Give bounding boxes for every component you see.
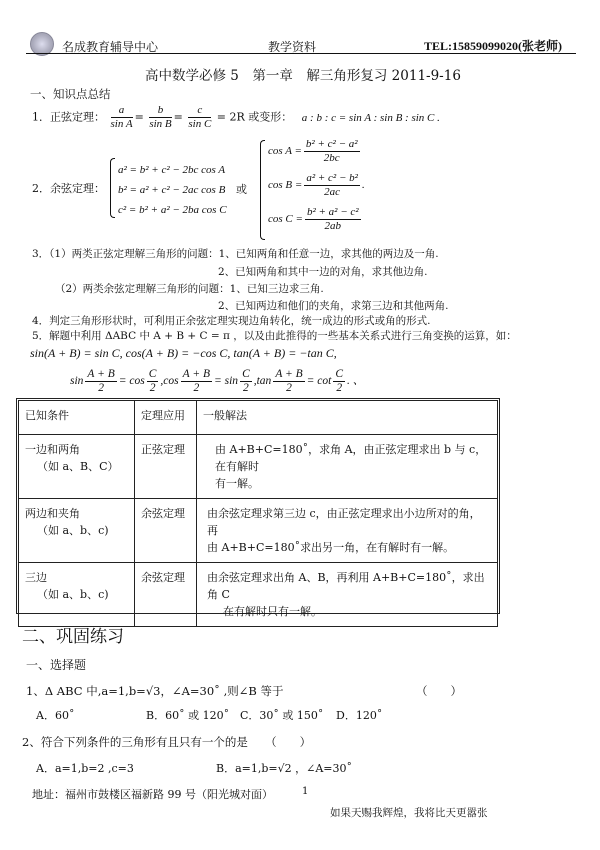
sine-law-line: 1．正弦定理： $\frac{a}{\text{sin A}}$ = $\frac{b}{\text{sin B}}$ = $\frac{c}{\text{sin C}}$ = 2R 或变形： a : b : c = sin A : sin B : sin C . <box>32 104 440 130</box>
formula-line1: sin(A + B) = sin C, cos(A + B) = −cos C, tan(A + B) = −tan C, <box>30 346 337 360</box>
question-2: 2、符合下列条件的三角形有且只有一个的是 （ ） <box>22 735 312 749</box>
sine-law-label: 1．正弦定理： <box>32 110 105 124</box>
cosine-eq-a: a² = b² + c² − 2bc cos A <box>118 164 226 176</box>
cos-b-line: cos B = $\frac{\text{a² + c² − b²}}{2ac}$ . <box>268 172 365 198</box>
cosine-law-left <box>118 160 227 220</box>
table-header-row <box>19 401 498 435</box>
item4: 4．判定三角形形状时，可利用正余弦定理实现边角转化，统一成边的形式或角的形式. <box>32 315 431 327</box>
cosine-or: 或 <box>236 183 247 196</box>
item3-line2: 2、已知两角和其中一边的对角，求其他边角. <box>218 266 428 278</box>
q1-option-a: A．60˚ <box>36 709 75 722</box>
table-cell-method: 由 A+B+C=180˚，求角 A，由正弦定理求出 b 与 c，在有解时 有一解。 <box>197 435 498 499</box>
q1-option-d: D．120˚ <box>336 709 383 722</box>
section1-heading: 一、知识点总结 <box>30 87 111 101</box>
table-row <box>19 435 498 499</box>
item5: 5．解题中利用 ΔABC 中 A + B + C = π ，以及由此推得的一些基本关系式进行三角变换的运算，如： <box>32 330 517 342</box>
table-cell-method: 由余弦定理求出角 A、B，再利用 A+B+C=180˚，求出角 C 在有解时只有一解。 <box>197 563 498 627</box>
sine-frac-c: $\frac{c}{\text{sin C}}$ <box>188 104 212 130</box>
cosine-law-right <box>268 138 365 240</box>
sine-law-tail: = 2R 或变形： <box>216 110 293 124</box>
table-row <box>19 563 498 627</box>
cos-c-line: cos C = $\frac{\text{b² + a² − c²}}{2ab}$ <box>268 206 359 232</box>
item3-line4: 2、已知两边和他们的夹角，求第三边和其他两角. <box>218 300 449 312</box>
table-header-cell: 定理应用 <box>135 401 197 435</box>
table-row <box>19 499 498 563</box>
table-cell-theorem: 正弦定理 <box>135 435 197 499</box>
table-cell-theorem: 余弦定理 <box>135 563 197 627</box>
table-cell-condition: 一边和两角 （如 a、B、C） <box>19 435 135 499</box>
question-1-paren: （ ） <box>416 684 462 698</box>
choice-heading: 一、选择题 <box>26 658 87 672</box>
footer-page-number: 1 <box>302 786 309 797</box>
cosine-eq-c: c² = b² + a² − 2ba cos C <box>118 204 227 216</box>
table-cell-method: 由余弦定理求第三边 c，由正弦定理求出小边所对的角，再 由 A+B+C=180˚求出另一角，在有解时有一解。 <box>197 499 498 563</box>
formula-line2: sin $\frac{A + B}{2}$ = cos $\frac{C}{2}$ ,cos $\frac{A + B}{2}$ = sin $\frac{C}{2}$ ,tan $\frac{A + B}{2}$ = cot $\frac{C}{2}$ . 、 <box>70 368 365 394</box>
right-brace <box>260 140 265 240</box>
cos-a-line: cos A = $\frac{\text{b² + c² − a²}}{2bc}$ <box>268 138 358 164</box>
page-title: 高中数学必修 5 第一章 解三角形复习 2011-9-16 <box>145 68 461 84</box>
table-header-cell: 已知条件 <box>19 401 135 435</box>
header-org: 名成教育辅导中心 <box>62 40 159 54</box>
cosine-eq-b: b² = a² + c² − 2ac cos B <box>118 184 226 196</box>
cosine-law-label: 2．余弦定理： <box>32 182 105 195</box>
question-1: 1、Δ ABC 中,a=1,b=√3，∠A=30˚ ,则∠B 等于 <box>26 684 284 698</box>
q1-option-b: B．60˚ 或 120˚ <box>146 709 230 722</box>
footer-address: 地址：福州市鼓楼区福新路 99 号（阳光城对面） <box>32 788 273 801</box>
footer-motto: 如果天赐我辉煌，我将比天更嚣张 <box>330 807 488 819</box>
item3-line1: 3．（1）两类正弦定理解三角形的问题：1、已知两角和任意一边，求其他的两边及一角. <box>32 248 439 260</box>
q2-option-a: A．a=1,b=2 ,c=3 <box>36 762 134 775</box>
sine-law-ratio: a : b : c = sin A : sin B : sin C . <box>301 111 440 124</box>
table-header-cell: 一般解法 <box>197 401 498 435</box>
sine-frac-b: $\frac{b}{\text{sin B}}$ <box>149 104 172 130</box>
table-cell-theorem: 余弦定理 <box>135 499 197 563</box>
table-cell-condition: 三边 （如 a、b、c) <box>19 563 135 627</box>
header-divider <box>26 53 576 54</box>
header-tel: TEL:15859099020(张老师) <box>424 39 563 53</box>
q2-option-b: B．a=1,b=√2 ，∠A=30˚ <box>216 762 352 775</box>
sine-frac-a: $\frac{a}{\text{sin A}}$ <box>110 104 133 130</box>
section2-heading: 二、巩固练习 <box>22 627 124 647</box>
left-brace <box>110 158 115 218</box>
item3-line3: （2）两类余弦定理解三角形的问题：1、已知三边求三角. <box>55 283 324 295</box>
header-subject: 教学资料 <box>268 40 317 54</box>
table-cell-condition: 两边和夹角 （如 a、b、c) <box>19 499 135 563</box>
q1-option-c: C．30˚ 或 150˚ <box>240 709 324 722</box>
knowledge-table <box>18 400 498 627</box>
